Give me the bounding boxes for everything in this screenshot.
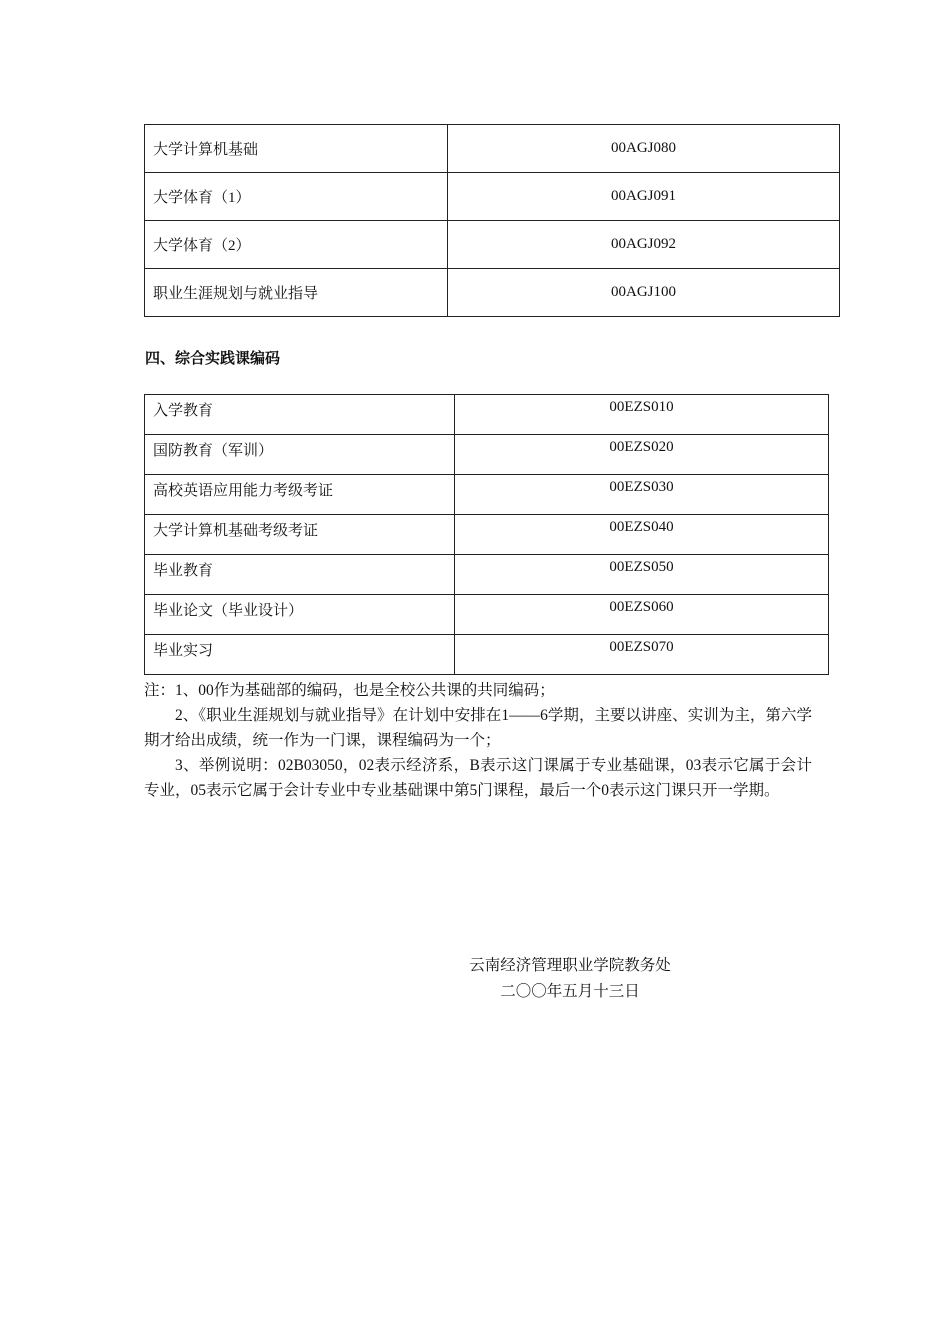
signature-block [440, 953, 700, 1005]
issuing-office: 云南经济管理职业学院教务处 [469, 957, 671, 974]
course-name: 毕业教育 [145, 555, 455, 595]
practice-course-code-table [144, 394, 829, 675]
course-code: 00AGJ100 [448, 269, 840, 317]
course-code: 00EZS030 [455, 475, 829, 515]
section-heading: 四、综合实践课编码 [145, 351, 281, 367]
course-name: 职业生涯规划与就业指导 [145, 269, 448, 317]
table-row [145, 515, 829, 555]
course-code: 00EZS010 [455, 395, 829, 435]
course-code: 00EZS040 [455, 515, 829, 555]
note-3: 3、举例说明：02B03050，02表示经济系，B表示这门课属于专业基础课，03表示它属于会计专业，05表示它属于会计专业中专业基础课中第5门课程，最后一个0表示这门课只开一学期。 [144, 757, 812, 799]
note-1: 注：1、00作为基础部的编码，也是全校公共课的共同编码； [144, 682, 555, 699]
table-row [145, 173, 840, 221]
table-row [145, 635, 829, 675]
course-code: 00AGJ080 [448, 125, 840, 173]
course-name: 毕业论文（毕业设计） [145, 595, 455, 635]
note-2: 2、《职业生涯规划与就业指导》在计划中安排在1——6学期，主要以讲座、实训为主，第六学期才给出成绩，统一作为一门课，课程编码为一个； [144, 707, 812, 749]
course-name: 高校英语应用能力考级考证 [145, 475, 455, 515]
course-name: 大学体育（1） [145, 173, 448, 221]
course-name: 大学体育（2） [145, 221, 448, 269]
table-row [145, 595, 829, 635]
course-code: 00EZS060 [455, 595, 829, 635]
table-row [145, 125, 840, 173]
issue-date: 二〇〇年五月十三日 [500, 983, 640, 1000]
course-name: 毕业实习 [145, 635, 455, 675]
table-row [145, 475, 829, 515]
course-name: 入学教育 [145, 395, 455, 435]
notes-section [144, 678, 812, 803]
course-name: 国防教育（军训） [145, 435, 455, 475]
table-row [145, 395, 829, 435]
table-row [145, 221, 840, 269]
general-course-code-table [144, 124, 840, 317]
course-code: 00EZS070 [455, 635, 829, 675]
course-code: 00EZS020 [455, 435, 829, 475]
table-row [145, 435, 829, 475]
course-code: 00EZS050 [455, 555, 829, 595]
table-row [145, 269, 840, 317]
course-name: 大学计算机基础考级考证 [145, 515, 455, 555]
table-row [145, 555, 829, 595]
course-name: 大学计算机基础 [145, 125, 448, 173]
course-code: 00AGJ092 [448, 221, 840, 269]
course-code: 00AGJ091 [448, 173, 840, 221]
